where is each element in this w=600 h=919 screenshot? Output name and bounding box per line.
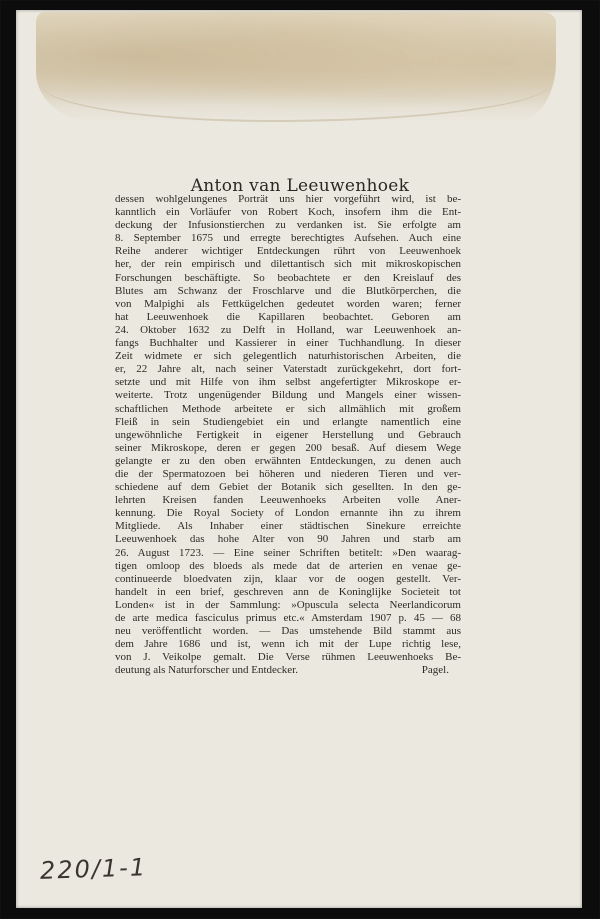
text-line: Fleiß in sein Studiengebiet ein und erlangte namentlich eine [115,415,461,428]
text-line: seiner Mikroskope, deren er gegen 200 besaß. Auf diesem Wege [115,441,461,454]
text-line: Forschungen beschäftigte. So beobachtete er den Kreislauf des [115,271,461,284]
text-line: die der Spermatozoen bei höheren und niederen Tieren und ver- [115,467,461,480]
text-line: de arte medica fasciculus primus etc.« Amsterdam 1907 p. 45 — 68 [115,612,461,624]
text-line: kanntlich ein Vorläufer von Robert Koch, insofern ihm die Ent- [115,206,461,219]
text-line: dem Jahre 1686 und ist, wenn ich mit der Lupe richtig lese, [115,638,461,651]
text-line: schaftlichen Methode arbeitete er sich allmählich mit großem [115,402,461,415]
text-line: Londen« ist in der Sammlung: »Opuscula selecta Neerlandicorum [115,598,461,611]
text-line: 24. Oktober 1632 zu Delft in Holland, war Leeuwenhoek an- [115,323,461,336]
text-line: neu veröffentlicht worden. — Das umstehende Bild stammt aus [115,625,461,638]
text-line: handelt in een brief, geschreven ann de Koninglijke Societeit tot [115,585,461,598]
text-line: 8. September 1675 und erregte berechtigtes Aufsehen. Auch eine [115,232,461,245]
text-line: setzte und mit Hilfe von ihm selbst angefertigter Mikroskope er- [115,376,461,389]
text-line: Leeuwenhoek das hohe Alter von 90 Jahren und starb am [115,533,461,546]
closing-line [115,664,461,677]
text-line: hat Leeuwenhoek die Kapillaren beobachtet. Geboren am [115,310,461,323]
text-line: 26. August 1723. — Eine seiner Schriften betitelt: »Den waarag- [115,546,461,559]
text-line: fangs Buchhalter und Kassierer in einer Tuchhandlung. In dieser [115,337,461,350]
text-line: weiterte. Trotz ungenügender Bildung und Mangels einer wissen- [115,389,461,402]
text-line: lehrten Kreisen fanden Leeuwenhoeks Arbeiten volle Aner- [115,494,461,507]
body-text [115,193,461,677]
text-line: Mitgliede. Als Inhaber einer städtischen Sinekure erreichte [115,520,461,533]
text-line: tigen omloop des bloeds als mede dat de arterien en venae ge- [115,559,461,572]
text-line: gelangte er zu den oben erwähnten Entdeckungen, zu denen auch [115,454,461,467]
author-signature: Pagel. [421,664,449,677]
text-line: Zeit widmete er sich gelegentlich naturhistorischen Arbeiten, die [115,350,461,363]
text-line: Blutes am Schwanz der Froschlarve und die Blutkörperchen, die [115,284,461,297]
text-line: von Malpighi als Fettkügelchen gedeutet worden waren; ferner [115,297,461,310]
text-line: von J. Veikolpe gemalt. Die Verse rühmen Leeuwenhoeks Be- [115,651,461,664]
text-line: schiedene auf dem Gebiet der Botanik sich gesellten. In den ge- [115,481,461,494]
text-line: Reihe anderer wichtiger Entdeckungen rührt von Leeuwenhoek [115,245,461,258]
text-line: her, der rein empirisch und dilettantisch sich mit mikroskopischen [115,258,461,271]
page-title: Anton van Leeuwenhoek [190,176,410,196]
text-line: kennung. Die Royal Society of London ernannte ihn zu ihrem [115,507,461,520]
text-line: dessen wohlgelungenes Porträt uns hier vorgeführt wird, ist be- [115,193,461,205]
text-line: er, 22 Jahre alt, nach seiner Vaterstadt zurückgekehrt, dort fort- [115,363,461,376]
text-line: continueerde bloedvaten zijn, klaar vor de oogen gestellt. Ver- [115,572,461,585]
text-line: ungewöhnliche Fertigkeit in eigener Herstellung und Gebrauch [115,428,461,441]
handwritten-shelfmark: 220/1-1 [39,853,148,885]
text-line: deckung der Infusionstierchen zu verdanken ist. Sie erfolgte am [115,219,461,232]
text-line: deutung als Naturforscher und Entdecker. [115,664,298,677]
